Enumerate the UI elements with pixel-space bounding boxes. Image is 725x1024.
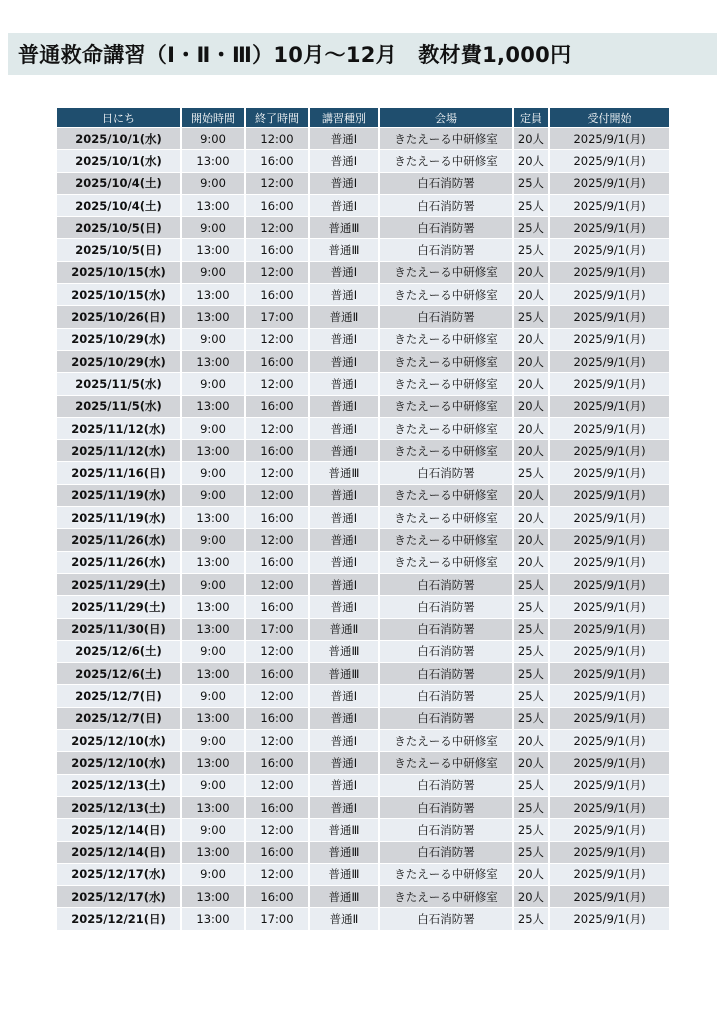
table-row xyxy=(57,195,669,216)
course-type-cell: 普通Ⅲ xyxy=(310,819,378,840)
capacity-cell: 25人 xyxy=(514,195,548,216)
table-row xyxy=(57,752,669,773)
course-type-cell: 普通Ⅰ xyxy=(310,329,378,350)
date-cell: 2025/11/26(水) xyxy=(57,552,180,573)
capacity-cell: 25人 xyxy=(514,908,548,929)
date-cell: 2025/12/13(土) xyxy=(57,797,180,818)
course-type-cell: 普通Ⅰ xyxy=(310,128,378,149)
course-type-cell: 普通Ⅲ xyxy=(310,462,378,483)
date-cell: 2025/10/1(水) xyxy=(57,128,180,149)
venue-cell: 白石消防署 xyxy=(380,908,512,929)
date-cell: 2025/10/29(水) xyxy=(57,351,180,372)
course-type-cell: 普通Ⅲ xyxy=(310,886,378,907)
start-time-cell: 9:00 xyxy=(182,730,244,751)
table-row xyxy=(57,351,669,372)
capacity-cell: 20人 xyxy=(514,284,548,305)
table-row xyxy=(57,173,669,194)
venue-cell: 白石消防署 xyxy=(380,173,512,194)
start-time-cell: 13:00 xyxy=(182,507,244,528)
start-time-cell: 13:00 xyxy=(182,842,244,863)
start-time-cell: 9:00 xyxy=(182,529,244,550)
end-time-cell: 12:00 xyxy=(246,730,308,751)
date-cell: 2025/10/4(土) xyxy=(57,173,180,194)
reception-start-cell: 2025/9/1(月) xyxy=(550,529,669,550)
capacity-cell: 25人 xyxy=(514,842,548,863)
date-cell: 2025/10/15(水) xyxy=(57,284,180,305)
date-cell: 2025/10/4(土) xyxy=(57,195,180,216)
end-time-cell: 16:00 xyxy=(246,195,308,216)
date-cell: 2025/10/1(水) xyxy=(57,150,180,171)
end-time-cell: 16:00 xyxy=(246,797,308,818)
end-time-cell: 12:00 xyxy=(246,373,308,394)
reception-start-cell: 2025/9/1(月) xyxy=(550,507,669,528)
reception-start-cell: 2025/9/1(月) xyxy=(550,752,669,773)
venue-cell: 白石消防署 xyxy=(380,239,512,260)
start-time-cell: 13:00 xyxy=(182,619,244,640)
venue-cell: きたえーる中研修室 xyxy=(380,864,512,885)
course-type-cell: 普通Ⅲ xyxy=(310,217,378,238)
date-cell: 2025/10/5(日) xyxy=(57,217,180,238)
date-cell: 2025/12/13(土) xyxy=(57,775,180,796)
date-cell: 2025/10/29(水) xyxy=(57,329,180,350)
reception-start-cell: 2025/9/1(月) xyxy=(550,574,669,595)
venue-cell: きたえーる中研修室 xyxy=(380,485,512,506)
start-time-cell: 9:00 xyxy=(182,329,244,350)
date-cell: 2025/11/12(水) xyxy=(57,440,180,461)
date-cell: 2025/12/10(水) xyxy=(57,730,180,751)
start-time-cell: 13:00 xyxy=(182,440,244,461)
start-time-cell: 13:00 xyxy=(182,351,244,372)
course-type-cell: 普通Ⅲ xyxy=(310,842,378,863)
date-cell: 2025/12/7(日) xyxy=(57,708,180,729)
end-time-cell: 16:00 xyxy=(246,284,308,305)
start-time-cell: 13:00 xyxy=(182,396,244,417)
table-row xyxy=(57,574,669,595)
table-row xyxy=(57,908,669,929)
capacity-cell: 25人 xyxy=(514,797,548,818)
reception-start-cell: 2025/9/1(月) xyxy=(550,864,669,885)
reception-start-cell: 2025/9/1(月) xyxy=(550,819,669,840)
course-type-cell: 普通Ⅰ xyxy=(310,373,378,394)
table-row xyxy=(57,462,669,483)
reception-start-cell: 2025/9/1(月) xyxy=(550,373,669,394)
date-cell: 2025/11/29(土) xyxy=(57,596,180,617)
end-time-cell: 17:00 xyxy=(246,619,308,640)
date-cell: 2025/12/7(日) xyxy=(57,685,180,706)
start-time-cell: 13:00 xyxy=(182,150,244,171)
venue-cell: きたえーる中研修室 xyxy=(380,373,512,394)
table-row xyxy=(57,396,669,417)
table-row xyxy=(57,886,669,907)
start-time-cell: 9:00 xyxy=(182,173,244,194)
capacity-cell: 20人 xyxy=(514,396,548,417)
end-time-cell: 16:00 xyxy=(246,507,308,528)
start-time-cell: 13:00 xyxy=(182,195,244,216)
start-time-cell: 13:00 xyxy=(182,284,244,305)
reception-start-cell: 2025/9/1(月) xyxy=(550,730,669,751)
reception-start-cell: 2025/9/1(月) xyxy=(550,217,669,238)
start-time-cell: 13:00 xyxy=(182,752,244,773)
header-venue: 会場 xyxy=(380,108,512,127)
venue-cell: 白石消防署 xyxy=(380,797,512,818)
table-row xyxy=(57,552,669,573)
start-time-cell: 9:00 xyxy=(182,641,244,662)
table-row xyxy=(57,842,669,863)
reception-start-cell: 2025/9/1(月) xyxy=(550,150,669,171)
course-type-cell: 普通Ⅰ xyxy=(310,529,378,550)
reception-start-cell: 2025/9/1(月) xyxy=(550,239,669,260)
course-type-cell: 普通Ⅰ xyxy=(310,485,378,506)
capacity-cell: 25人 xyxy=(514,306,548,327)
venue-cell: きたえーる中研修室 xyxy=(380,262,512,283)
date-cell: 2025/12/14(日) xyxy=(57,842,180,863)
venue-cell: 白石消防署 xyxy=(380,462,512,483)
table-row xyxy=(57,373,669,394)
course-type-cell: 普通Ⅰ xyxy=(310,752,378,773)
end-time-cell: 16:00 xyxy=(246,663,308,684)
end-time-cell: 16:00 xyxy=(246,708,308,729)
table-row xyxy=(57,529,669,550)
venue-cell: 白石消防署 xyxy=(380,306,512,327)
capacity-cell: 25人 xyxy=(514,574,548,595)
reception-start-cell: 2025/9/1(月) xyxy=(550,663,669,684)
end-time-cell: 12:00 xyxy=(246,529,308,550)
capacity-cell: 25人 xyxy=(514,173,548,194)
reception-start-cell: 2025/9/1(月) xyxy=(550,418,669,439)
date-cell: 2025/11/12(水) xyxy=(57,418,180,439)
course-type-cell: 普通Ⅰ xyxy=(310,730,378,751)
header-start-time: 開始時間 xyxy=(182,108,244,127)
course-type-cell: 普通Ⅰ xyxy=(310,708,378,729)
reception-start-cell: 2025/9/1(月) xyxy=(550,619,669,640)
end-time-cell: 16:00 xyxy=(246,239,308,260)
course-type-cell: 普通Ⅰ xyxy=(310,418,378,439)
capacity-cell: 20人 xyxy=(514,886,548,907)
end-time-cell: 12:00 xyxy=(246,775,308,796)
course-type-cell: 普通Ⅰ xyxy=(310,351,378,372)
capacity-cell: 20人 xyxy=(514,329,548,350)
course-type-cell: 普通Ⅱ xyxy=(310,619,378,640)
reception-start-cell: 2025/9/1(月) xyxy=(550,396,669,417)
capacity-cell: 20人 xyxy=(514,864,548,885)
table-row xyxy=(57,418,669,439)
capacity-cell: 25人 xyxy=(514,663,548,684)
end-time-cell: 12:00 xyxy=(246,462,308,483)
table-row xyxy=(57,329,669,350)
venue-cell: きたえーる中研修室 xyxy=(380,396,512,417)
capacity-cell: 20人 xyxy=(514,730,548,751)
end-time-cell: 16:00 xyxy=(246,886,308,907)
table-row xyxy=(57,262,669,283)
table-row xyxy=(57,306,669,327)
venue-cell: きたえーる中研修室 xyxy=(380,329,512,350)
course-type-cell: 普通Ⅰ xyxy=(310,173,378,194)
date-cell: 2025/12/17(水) xyxy=(57,886,180,907)
reception-start-cell: 2025/9/1(月) xyxy=(550,685,669,706)
end-time-cell: 16:00 xyxy=(246,596,308,617)
end-time-cell: 12:00 xyxy=(246,128,308,149)
start-time-cell: 9:00 xyxy=(182,819,244,840)
reception-start-cell: 2025/9/1(月) xyxy=(550,128,669,149)
venue-cell: きたえーる中研修室 xyxy=(380,284,512,305)
table-row xyxy=(57,128,669,149)
course-type-cell: 普通Ⅰ xyxy=(310,797,378,818)
course-type-cell: 普通Ⅰ xyxy=(310,284,378,305)
end-time-cell: 17:00 xyxy=(246,306,308,327)
end-time-cell: 12:00 xyxy=(246,864,308,885)
reception-start-cell: 2025/9/1(月) xyxy=(550,329,669,350)
table-row xyxy=(57,440,669,461)
reception-start-cell: 2025/9/1(月) xyxy=(550,797,669,818)
header-end-time: 終了時間 xyxy=(246,108,308,127)
capacity-cell: 20人 xyxy=(514,351,548,372)
start-time-cell: 13:00 xyxy=(182,663,244,684)
start-time-cell: 13:00 xyxy=(182,797,244,818)
reception-start-cell: 2025/9/1(月) xyxy=(550,462,669,483)
date-cell: 2025/12/6(土) xyxy=(57,641,180,662)
table-row xyxy=(57,284,669,305)
table-row xyxy=(57,797,669,818)
reception-start-cell: 2025/9/1(月) xyxy=(550,485,669,506)
course-type-cell: 普通Ⅱ xyxy=(310,908,378,929)
course-type-cell: 普通Ⅰ xyxy=(310,262,378,283)
venue-cell: きたえーる中研修室 xyxy=(380,440,512,461)
venue-cell: きたえーる中研修室 xyxy=(380,752,512,773)
venue-cell: きたえーる中研修室 xyxy=(380,529,512,550)
venue-cell: きたえーる中研修室 xyxy=(380,351,512,372)
venue-cell: 白石消防署 xyxy=(380,596,512,617)
end-time-cell: 17:00 xyxy=(246,908,308,929)
course-type-cell: 普通Ⅲ xyxy=(310,864,378,885)
end-time-cell: 12:00 xyxy=(246,574,308,595)
venue-cell: 白石消防署 xyxy=(380,574,512,595)
end-time-cell: 16:00 xyxy=(246,552,308,573)
capacity-cell: 25人 xyxy=(514,619,548,640)
start-time-cell: 9:00 xyxy=(182,574,244,595)
capacity-cell: 20人 xyxy=(514,373,548,394)
reception-start-cell: 2025/9/1(月) xyxy=(550,306,669,327)
table-row xyxy=(57,708,669,729)
date-cell: 2025/11/19(水) xyxy=(57,485,180,506)
end-time-cell: 16:00 xyxy=(246,440,308,461)
venue-cell: 白石消防署 xyxy=(380,619,512,640)
start-time-cell: 13:00 xyxy=(182,708,244,729)
reception-start-cell: 2025/9/1(月) xyxy=(550,284,669,305)
reception-start-cell: 2025/9/1(月) xyxy=(550,596,669,617)
course-type-cell: 普通Ⅰ xyxy=(310,507,378,528)
reception-start-cell: 2025/9/1(月) xyxy=(550,908,669,929)
venue-cell: きたえーる中研修室 xyxy=(380,552,512,573)
table-row xyxy=(57,819,669,840)
header-course-type: 講習種別 xyxy=(310,108,378,127)
capacity-cell: 25人 xyxy=(514,596,548,617)
course-type-cell: 普通Ⅰ xyxy=(310,596,378,617)
start-time-cell: 13:00 xyxy=(182,886,244,907)
course-type-cell: 普通Ⅲ xyxy=(310,641,378,662)
end-time-cell: 12:00 xyxy=(246,418,308,439)
schedule-table xyxy=(55,107,671,931)
capacity-cell: 25人 xyxy=(514,462,548,483)
start-time-cell: 13:00 xyxy=(182,908,244,929)
reception-start-cell: 2025/9/1(月) xyxy=(550,708,669,729)
end-time-cell: 16:00 xyxy=(246,396,308,417)
start-time-cell: 9:00 xyxy=(182,217,244,238)
date-cell: 2025/12/6(土) xyxy=(57,663,180,684)
venue-cell: きたえーる中研修室 xyxy=(380,128,512,149)
start-time-cell: 13:00 xyxy=(182,306,244,327)
course-type-cell: 普通Ⅱ xyxy=(310,306,378,327)
table-row xyxy=(57,864,669,885)
capacity-cell: 20人 xyxy=(514,752,548,773)
capacity-cell: 20人 xyxy=(514,552,548,573)
date-cell: 2025/11/26(水) xyxy=(57,529,180,550)
end-time-cell: 12:00 xyxy=(246,641,308,662)
date-cell: 2025/11/16(日) xyxy=(57,462,180,483)
date-cell: 2025/12/10(水) xyxy=(57,752,180,773)
table-row xyxy=(57,485,669,506)
table-row xyxy=(57,775,669,796)
start-time-cell: 9:00 xyxy=(182,262,244,283)
reception-start-cell: 2025/9/1(月) xyxy=(550,886,669,907)
capacity-cell: 25人 xyxy=(514,217,548,238)
header-reception-start: 受付開始 xyxy=(550,108,669,127)
start-time-cell: 9:00 xyxy=(182,462,244,483)
reception-start-cell: 2025/9/1(月) xyxy=(550,440,669,461)
start-time-cell: 9:00 xyxy=(182,685,244,706)
course-type-cell: 普通Ⅲ xyxy=(310,239,378,260)
course-type-cell: 普通Ⅰ xyxy=(310,150,378,171)
capacity-cell: 20人 xyxy=(514,262,548,283)
capacity-cell: 20人 xyxy=(514,418,548,439)
course-type-cell: 普通Ⅰ xyxy=(310,775,378,796)
capacity-cell: 20人 xyxy=(514,128,548,149)
start-time-cell: 13:00 xyxy=(182,552,244,573)
venue-cell: きたえーる中研修室 xyxy=(380,507,512,528)
venue-cell: きたえーる中研修室 xyxy=(380,150,512,171)
end-time-cell: 16:00 xyxy=(246,351,308,372)
start-time-cell: 13:00 xyxy=(182,239,244,260)
venue-cell: 白石消防署 xyxy=(380,842,512,863)
table-row xyxy=(57,507,669,528)
end-time-cell: 16:00 xyxy=(246,752,308,773)
venue-cell: 白石消防署 xyxy=(380,685,512,706)
start-time-cell: 9:00 xyxy=(182,485,244,506)
end-time-cell: 16:00 xyxy=(246,842,308,863)
end-time-cell: 12:00 xyxy=(246,173,308,194)
venue-cell: 白石消防署 xyxy=(380,819,512,840)
table-row xyxy=(57,685,669,706)
reception-start-cell: 2025/9/1(月) xyxy=(550,262,669,283)
capacity-cell: 20人 xyxy=(514,150,548,171)
end-time-cell: 16:00 xyxy=(246,150,308,171)
header-date: 日にち xyxy=(57,108,180,127)
reception-start-cell: 2025/9/1(月) xyxy=(550,195,669,216)
start-time-cell: 9:00 xyxy=(182,373,244,394)
start-time-cell: 9:00 xyxy=(182,864,244,885)
capacity-cell: 25人 xyxy=(514,239,548,260)
venue-cell: きたえーる中研修室 xyxy=(380,418,512,439)
table-row xyxy=(57,239,669,260)
date-cell: 2025/11/5(水) xyxy=(57,373,180,394)
header-capacity: 定員 xyxy=(514,108,548,127)
page-title: 普通救命講習（Ⅰ・Ⅱ・Ⅲ）10月～12月 教材費1,000円 xyxy=(8,33,717,75)
reception-start-cell: 2025/9/1(月) xyxy=(550,173,669,194)
table-row xyxy=(57,730,669,751)
course-type-cell: 普通Ⅰ xyxy=(310,685,378,706)
start-time-cell: 9:00 xyxy=(182,128,244,149)
capacity-cell: 20人 xyxy=(514,440,548,461)
table-row xyxy=(57,596,669,617)
table-header-row xyxy=(57,108,669,127)
table-row xyxy=(57,217,669,238)
table-row xyxy=(57,619,669,640)
venue-cell: 白石消防署 xyxy=(380,217,512,238)
course-type-cell: 普通Ⅰ xyxy=(310,195,378,216)
venue-cell: 白石消防署 xyxy=(380,663,512,684)
date-cell: 2025/12/14(日) xyxy=(57,819,180,840)
venue-cell: 白石消防署 xyxy=(380,195,512,216)
capacity-cell: 20人 xyxy=(514,529,548,550)
course-type-cell: 普通Ⅰ xyxy=(310,574,378,595)
course-type-cell: 普通Ⅰ xyxy=(310,440,378,461)
reception-start-cell: 2025/9/1(月) xyxy=(550,842,669,863)
start-time-cell: 13:00 xyxy=(182,596,244,617)
capacity-cell: 25人 xyxy=(514,819,548,840)
course-type-cell: 普通Ⅲ xyxy=(310,663,378,684)
capacity-cell: 20人 xyxy=(514,507,548,528)
venue-cell: 白石消防署 xyxy=(380,641,512,662)
table-row xyxy=(57,150,669,171)
date-cell: 2025/12/17(水) xyxy=(57,864,180,885)
date-cell: 2025/10/5(日) xyxy=(57,239,180,260)
reception-start-cell: 2025/9/1(月) xyxy=(550,351,669,372)
course-type-cell: 普通Ⅰ xyxy=(310,552,378,573)
end-time-cell: 12:00 xyxy=(246,485,308,506)
venue-cell: 白石消防署 xyxy=(380,708,512,729)
date-cell: 2025/10/15(水) xyxy=(57,262,180,283)
start-time-cell: 9:00 xyxy=(182,775,244,796)
date-cell: 2025/11/5(水) xyxy=(57,396,180,417)
venue-cell: 白石消防署 xyxy=(380,775,512,796)
end-time-cell: 12:00 xyxy=(246,819,308,840)
capacity-cell: 25人 xyxy=(514,641,548,662)
date-cell: 2025/11/30(日) xyxy=(57,619,180,640)
capacity-cell: 25人 xyxy=(514,685,548,706)
date-cell: 2025/11/19(水) xyxy=(57,507,180,528)
date-cell: 2025/10/26(日) xyxy=(57,306,180,327)
date-cell: 2025/11/29(土) xyxy=(57,574,180,595)
table-row xyxy=(57,663,669,684)
end-time-cell: 12:00 xyxy=(246,262,308,283)
date-cell: 2025/12/21(日) xyxy=(57,908,180,929)
reception-start-cell: 2025/9/1(月) xyxy=(550,552,669,573)
venue-cell: きたえーる中研修室 xyxy=(380,886,512,907)
reception-start-cell: 2025/9/1(月) xyxy=(550,641,669,662)
start-time-cell: 9:00 xyxy=(182,418,244,439)
end-time-cell: 12:00 xyxy=(246,685,308,706)
capacity-cell: 20人 xyxy=(514,485,548,506)
capacity-cell: 25人 xyxy=(514,775,548,796)
table-row xyxy=(57,641,669,662)
reception-start-cell: 2025/9/1(月) xyxy=(550,775,669,796)
capacity-cell: 25人 xyxy=(514,708,548,729)
course-type-cell: 普通Ⅰ xyxy=(310,396,378,417)
venue-cell: きたえーる中研修室 xyxy=(380,730,512,751)
end-time-cell: 12:00 xyxy=(246,329,308,350)
end-time-cell: 12:00 xyxy=(246,217,308,238)
